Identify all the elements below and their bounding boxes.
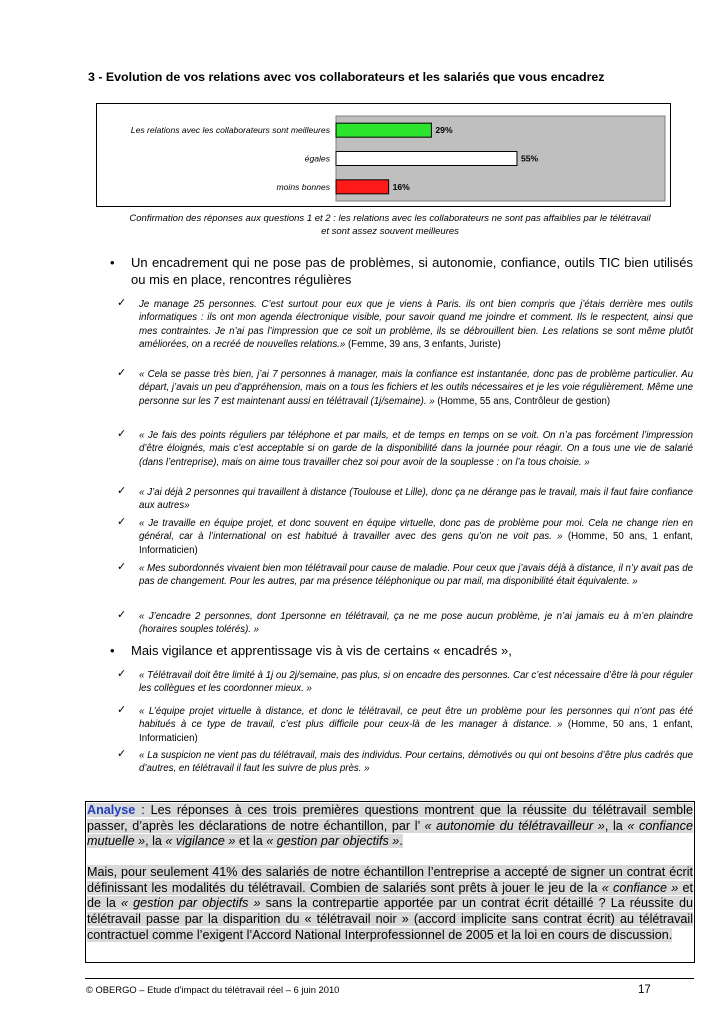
data-label: 55%	[520, 153, 539, 164]
analysis-paragraph-2	[87, 865, 693, 944]
checkmark-icon: ✓	[117, 367, 127, 379]
category-label: Les relations avec les collaborateurs sont meilleures	[130, 125, 330, 136]
data-label: 29%	[435, 125, 453, 136]
category-label: égales	[304, 153, 330, 164]
analysis-text: sans la contrepartie apportée par un contrat écrit détaillé ? La réussite du télétravail passe par la disparition du « télétravail noir » (accord implicite sans contrat écrit) au télétravail contractuel comme l’exigent l’Accord National Interprofessionnel de 2005 et la loi en cours de discussion.	[87, 896, 694, 942]
analysis-text: Mais, pour seulement 41% des salariés de notre échantillon l’entreprise a accepté de signer un contrat écrit définissant les modalités du télétravail. Combien de salariés sont prêts à jouer le jeu de la	[87, 865, 693, 895]
chart-caption	[86, 213, 694, 238]
quote-item	[139, 298, 693, 352]
analysis-text: et la	[235, 834, 267, 849]
checkmark-icon: ✓	[117, 668, 127, 680]
bar	[336, 152, 517, 166]
section-2-title: Mais vigilance et apprentissage vis à vis de certains « encadrés »,	[131, 643, 512, 658]
quote-attribution: (Femme, 39 ans, 3 enfants, Juriste)	[345, 339, 501, 351]
checkmark-icon: ✓	[117, 516, 127, 528]
quote-item	[139, 749, 693, 776]
analysis-term: « confiance mutuelle »	[87, 818, 693, 849]
data-label: 16%	[392, 181, 410, 192]
section-1-title: Un encadrement qui ne pose pas de problèmes, si autonomie, confiance, outils TIC bien utilisés ou mis en place, rencontres régulières	[131, 255, 693, 287]
quote-text: « Je travaille en équipe projet, et donc souvent en équipe virtuelle, donc pas de problème pour moi. Cela ne change rien en général, car à l’international on est habitué à travailler avec des gens qu’on ne voit pas. »	[139, 518, 693, 543]
analysis-text: et de la	[87, 880, 693, 911]
quote-item	[139, 517, 693, 557]
quote-attribution: (Homme, 50 ans, 1 enfant, Informaticien)	[139, 531, 693, 556]
footer-divider	[85, 978, 694, 979]
analysis-term: « autonomie du télétravailleur »	[424, 818, 605, 833]
analysis-term: « confiance »	[601, 880, 679, 895]
quote-text: « Je fais des points réguliers par téléphone et par mails, et de temps en temps on se voit. On n’a pas forcément l’impression d’être éloignés, mais c’est acceptable si on garde de la disponibilité dans la journée pour réagir. On a tous une vie de salarié (dans l’entreprise), mais on aime tous travailler chez soi pour avoir de la souplesse : on l’a tous choisie. »	[139, 430, 693, 468]
quote-text: « Cela se passe très bien, j’ai 7 personnes à manager, mais la confiance est instantanée, donc pas de problème particulier. Au départ, j’avais un peu d’appréhension, mais on a tous les fichiers et les outils nécessaires et je les voie régulièrement. Même une personne sur les 7 est maintenant aussi en télétravail (1j/semaine). »	[139, 369, 693, 407]
quote-item	[139, 705, 693, 745]
quote-text: « Mes subordonnés vivaient bien mon télétravail pour cause de maladie. Pour ceux que j’avais déjà à distance, il n’y avait pas de pas de changement. Pour les autres, par ma présence téléphonique ou par mail, ma disponibilité était équivalente. »	[139, 563, 693, 588]
quote-text: « J’encadre 2 personnes, dont 1personne en télétravail, ça ne me pose aucun problème, je n’ai jamais eu à m’en plaindre (horaires souples tolérés). »	[139, 611, 693, 636]
quote-item	[139, 610, 693, 637]
checkmark-icon: ✓	[117, 748, 127, 760]
bullet-icon: •	[110, 643, 115, 658]
analysis-text: .	[399, 834, 403, 849]
footer-text: © OBERGO – Etude d’impact du télétravail réel – 6 juin 2010	[86, 984, 340, 995]
bar-chart-svg	[97, 104, 672, 208]
quote-attribution: (Homme, 55 ans, Contrôleur de gestion)	[434, 395, 611, 407]
quote-item	[139, 562, 693, 589]
quote-item	[139, 429, 693, 469]
quote-item	[139, 486, 693, 513]
checkmark-icon: ✓	[117, 609, 127, 621]
chart-caption-line-2: et sont assez souvent meilleures	[321, 225, 459, 237]
analysis-text: , la	[604, 818, 628, 833]
quote-text: « L’équipe projet virtuelle à distance, et donc le télétravail, ce peut être un problème pour les personnes qui n’ont pas été habitués à ce type de travail, c’est plus difficile pour ceux-là de les manager à distance. »	[139, 706, 693, 731]
analysis-highlight	[87, 803, 693, 848]
bar	[336, 180, 389, 194]
quote-text: « J’ai déjà 2 personnes qui travaillent à distance (Toulouse et Lille), donc ça ne dérange pas le travail, mais il faut faire confiance aux autres»	[139, 487, 693, 512]
checkmark-icon: ✓	[117, 561, 127, 573]
analysis-text: , la	[145, 834, 166, 849]
analysis-term: « gestion par objectifs »	[266, 834, 400, 849]
bar	[336, 123, 431, 137]
bullet-icon: •	[110, 255, 115, 270]
chart-caption-line-1: Confirmation des réponses aux questions 1 et 2 : les relations avec les collaborateurs ne sont pas affaiblies par le télétravail	[129, 213, 651, 224]
quote-item	[139, 368, 693, 408]
bar-chart	[96, 103, 671, 207]
quote-item	[139, 669, 693, 696]
category-label: moins bonnes	[276, 181, 330, 192]
analysis-label: Analyse	[87, 803, 136, 817]
section-heading: 3 - Evolution de vos relations avec vos collaborateurs et les salariés que vous encadrez	[88, 70, 605, 84]
analysis-highlight	[87, 865, 693, 942]
checkmark-icon: ✓	[117, 485, 127, 497]
checkmark-icon: ✓	[117, 428, 127, 440]
analysis-term: « vigilance »	[165, 834, 236, 849]
analysis-term: « gestion par objectifs »	[121, 896, 261, 911]
quote-text: « Télétravail doit être limité à 1j ou 2j/semaine, pas plus, si on encadre des personnes. Car c’est nécessaire d’être là pour réguler les collègues et les coordonner mieux. »	[139, 670, 693, 695]
analysis-paragraph-1	[87, 803, 693, 850]
checkmark-icon: ✓	[117, 297, 127, 309]
quote-attribution: (Homme, 50 ans, 1 enfant, Informaticien)	[139, 719, 693, 744]
quote-text: « La suspicion ne vient pas du télétravail, mais des individus. Pour certains, démotivés ou qui ont besoins d’être plus cadrés que d’autres, en télétravail il faut les suivre de plus près. »	[139, 750, 693, 775]
page-number: 17	[638, 984, 651, 996]
quote-text: Je manage 25 personnes. C’est surtout pour eux que je viens à Paris. ils ont bien compris que j’étais derrière mes outils informatiques : ils ont mon agenda électronique visible, pour savoir quand me joindre et comment. Ils le respectent, ainsi que mes contraintes. Je n’ai pas l’impression que ce soit un problème, ils se débrouillent bien. Les relations se sont même plutôt améliorées, on a recréé de nouvelles relations.»	[139, 299, 693, 351]
analysis-text: : Les réponses à ces trois premières questions montrent que la réussite du télétravail semble passer, d’après les déclarations de notre échantillon, par l’	[87, 803, 693, 833]
checkmark-icon: ✓	[117, 704, 127, 716]
